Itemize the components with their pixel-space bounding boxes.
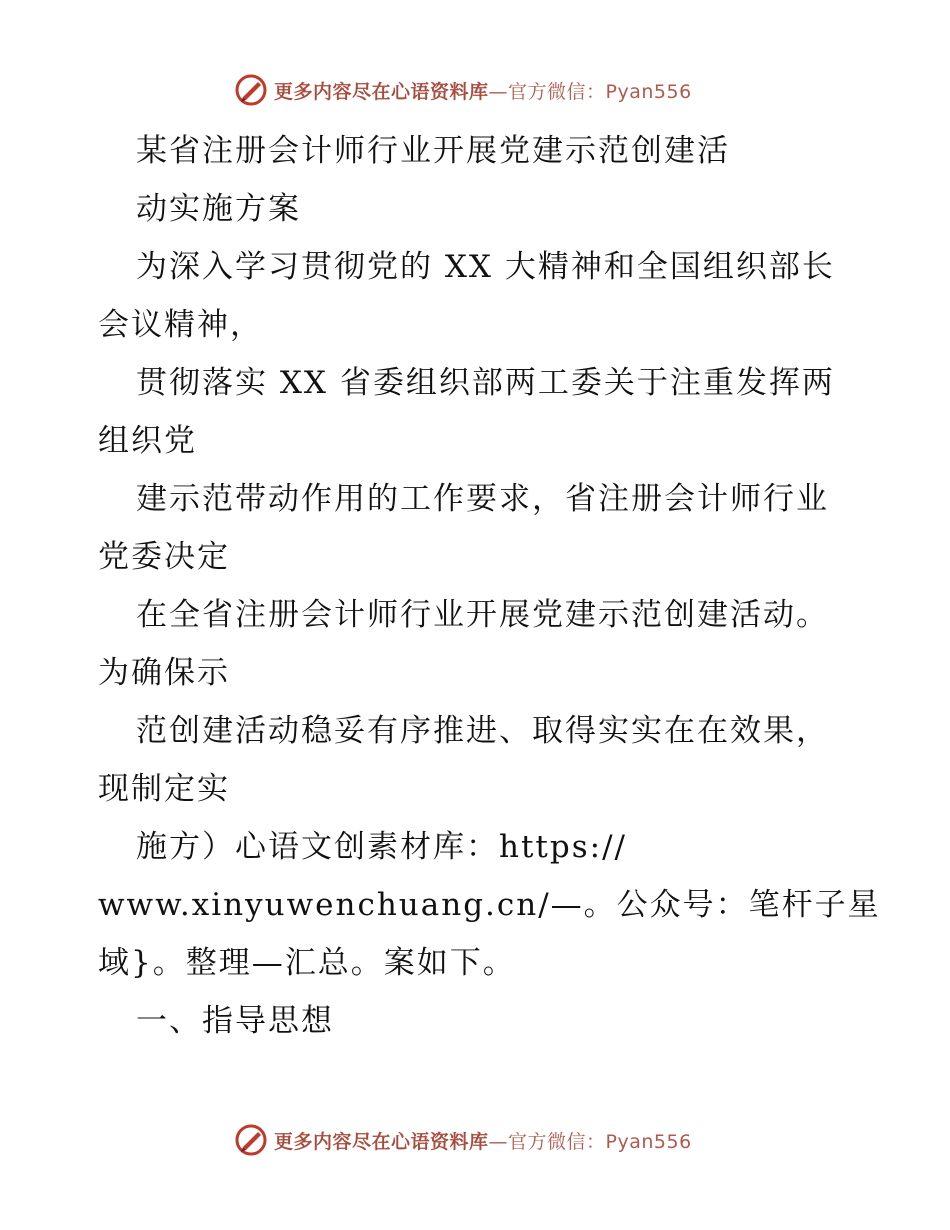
- text-line: 一、指导思想: [136, 1003, 334, 1039]
- text-line: 在全省注册会计师行业开展党建示范创建活动。: [136, 597, 829, 633]
- text-line: 会议精神，: [98, 307, 263, 343]
- text-line: 现制定实: [98, 771, 230, 807]
- text-line: 施方）心语文创素材库：https://: [136, 829, 627, 865]
- watermark-wechat-id: Pyan556: [605, 1130, 692, 1153]
- text-line: 为确保示: [98, 655, 230, 691]
- text-line: 组织党: [98, 423, 197, 459]
- watermark-official: 官方微信：: [508, 1130, 606, 1153]
- watermark-text: [274, 1127, 692, 1154]
- text-line: 某省注册会计师行业开展党建示范创建活: [136, 133, 730, 169]
- document-body: [98, 122, 881, 1050]
- text-line: 为深入学习贯彻党的 XX 大精神和全国组织部长: [136, 249, 835, 285]
- text-line: 动实施方案: [136, 191, 301, 227]
- text-line: 建示范带动作用的工作要求，省注册会计师行业: [136, 481, 829, 517]
- text-line: 范创建活动稳妥有序推进、取得实实在在效果，: [136, 713, 829, 749]
- pen-logo-icon: [234, 1123, 268, 1157]
- watermark-official: 官方微信：: [508, 80, 606, 103]
- pen-logo-icon: [234, 73, 268, 107]
- watermark-wechat-id: Pyan556: [605, 80, 692, 103]
- watermark-banner-top: [234, 70, 754, 110]
- watermark-main: 更多内容尽在心语资料库: [274, 80, 489, 103]
- text-line: 域}。整理—汇总。案如下。: [98, 945, 516, 981]
- text-line: 贯彻落实 XX 省委组织部两工委关于注重发挥两: [136, 365, 835, 401]
- text-line: www.xinyuwenchuang.cn/—。公众号：笔杆子星: [98, 887, 881, 923]
- watermark-banner-bottom: [234, 1120, 754, 1160]
- text-line: 党委决定: [98, 539, 230, 575]
- watermark-dash: —: [488, 1130, 509, 1153]
- watermark-main: 更多内容尽在心语资料库: [274, 1130, 489, 1153]
- watermark-text: [274, 77, 692, 104]
- watermark-dash: —: [488, 80, 509, 103]
